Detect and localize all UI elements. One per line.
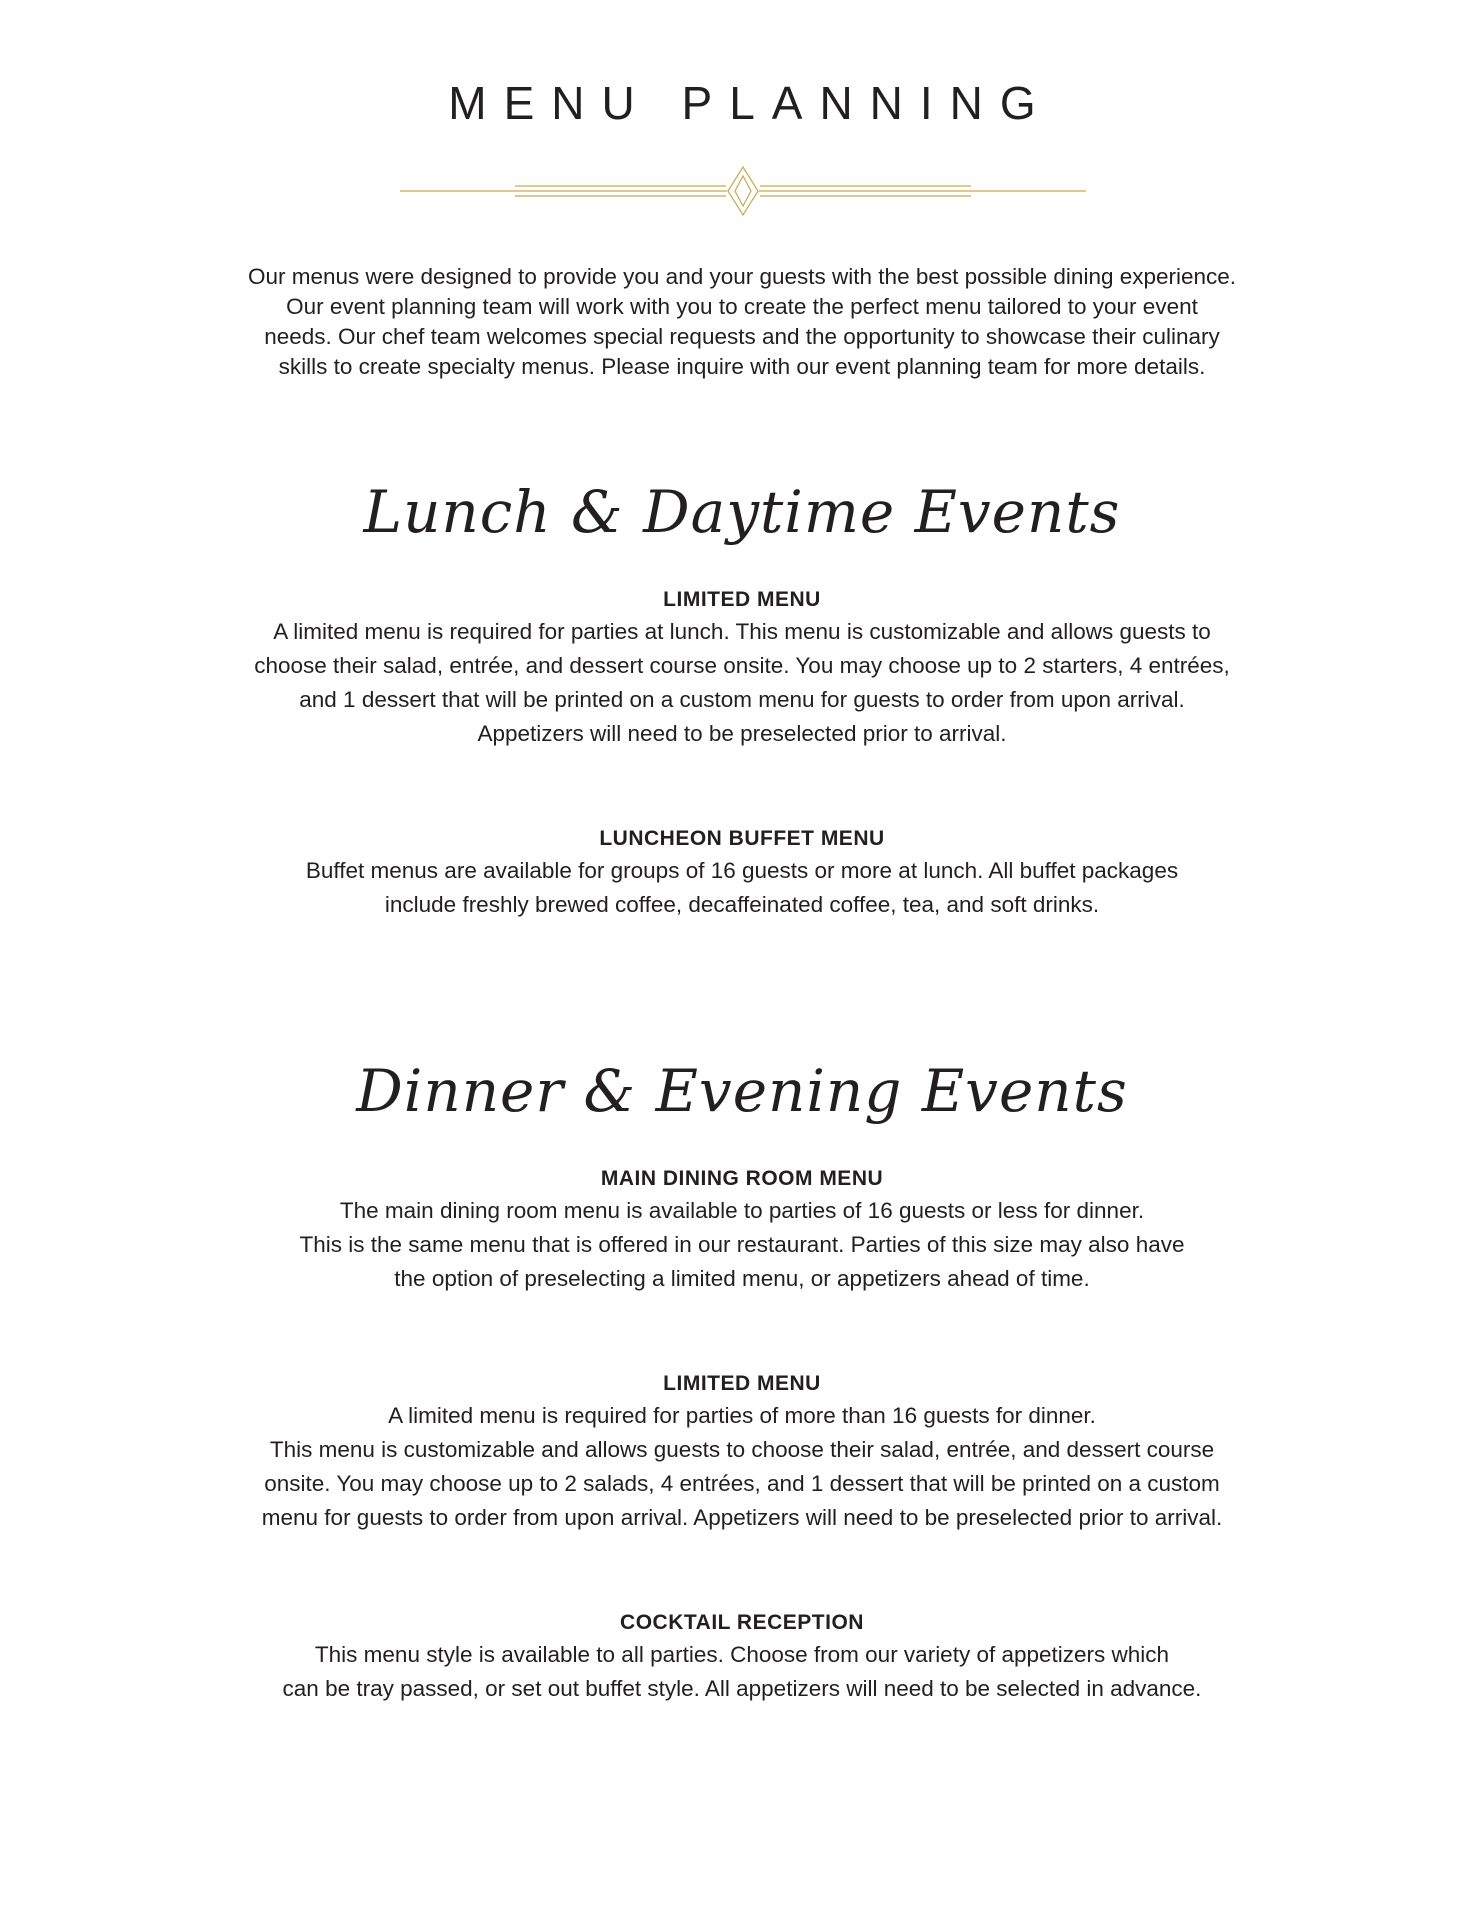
body-line: the option of preselecting a limited menu, or appetizers ahead of time. bbox=[394, 1266, 1090, 1291]
divider-ornament-icon bbox=[400, 165, 1086, 217]
section-body bbox=[200, 854, 1284, 922]
body-line: and 1 dessert that will be printed on a custom menu for guests to order from upon arrival. bbox=[299, 687, 1185, 712]
body-line: This menu is customizable and allows guests to choose their salad, entrée, and dessert course bbox=[269, 1437, 1215, 1462]
body-line: Buffet menus are available for groups of 16 guests or more at lunch. All buffet packages bbox=[305, 858, 1179, 883]
lunch-section-title: Lunch & Daytime Events bbox=[363, 478, 1121, 546]
body-line: The main dining room menu is available to parties of 16 guests or less for dinner. bbox=[339, 1198, 1145, 1223]
body-line: menu for guests to order from upon arrival. Appetizers will need to be preselected prior to arrival. bbox=[261, 1505, 1223, 1530]
section-body bbox=[200, 1638, 1284, 1706]
section-heading: MAIN DINING ROOM MENU bbox=[600, 1167, 884, 1190]
body-line: Appetizers will need to be preselected prior to arrival. bbox=[477, 721, 1007, 746]
dinner-limited-menu-section bbox=[200, 1369, 1284, 1535]
body-line: onsite. You may choose up to 2 salads, 4 entrées, and 1 dessert that will be printed on a custom bbox=[264, 1471, 1220, 1496]
section-heading: LUNCHEON BUFFET MENU bbox=[599, 827, 885, 850]
body-line: include freshly brewed coffee, decaffeinated coffee, tea, and soft drinks. bbox=[384, 892, 1100, 917]
section-heading: LIMITED MENU bbox=[663, 1372, 821, 1395]
body-line: A limited menu is required for parties at lunch. This menu is customizable and allows guests to bbox=[273, 619, 1211, 644]
body-line: A limited menu is required for parties of more than 16 guests for dinner. bbox=[388, 1403, 1096, 1428]
luncheon-buffet-section bbox=[200, 824, 1284, 922]
lunch-limited-menu-section bbox=[200, 585, 1284, 751]
intro-paragraph bbox=[200, 262, 1284, 382]
main-dining-room-section bbox=[200, 1164, 1284, 1296]
section-body bbox=[200, 615, 1284, 751]
body-line: choose their salad, entrée, and dessert course onsite. You may choose up to 2 starters, 4 entrées, bbox=[254, 653, 1230, 678]
page-title: MENU PLANNING bbox=[448, 77, 1053, 129]
intro-line: skills to create specialty menus. Please inquire with our event planning team for more details. bbox=[278, 354, 1206, 379]
intro-line: Our menus were designed to provide you and your guests with the best possible dining experience. bbox=[247, 264, 1237, 289]
section-body bbox=[200, 1399, 1284, 1535]
body-line: can be tray passed, or set out buffet style. All appetizers will need to be selected in advance. bbox=[282, 1676, 1202, 1701]
dinner-section-title: Dinner & Evening Events bbox=[356, 1057, 1128, 1125]
body-line: This menu style is available to all parties. Choose from our variety of appetizers which bbox=[314, 1642, 1170, 1667]
section-body bbox=[200, 1194, 1284, 1296]
cocktail-reception-section bbox=[200, 1608, 1284, 1706]
section-heading: COCKTAIL RECEPTION bbox=[620, 1611, 864, 1634]
body-line: This is the same menu that is offered in our restaurant. Parties of this size may also have bbox=[299, 1232, 1185, 1257]
intro-line: Our event planning team will work with you to create the perfect menu tailored to your event bbox=[286, 294, 1198, 319]
intro-line: needs. Our chef team welcomes special requests and the opportunity to showcase their culinary bbox=[264, 324, 1220, 349]
section-heading: LIMITED MENU bbox=[663, 588, 821, 611]
